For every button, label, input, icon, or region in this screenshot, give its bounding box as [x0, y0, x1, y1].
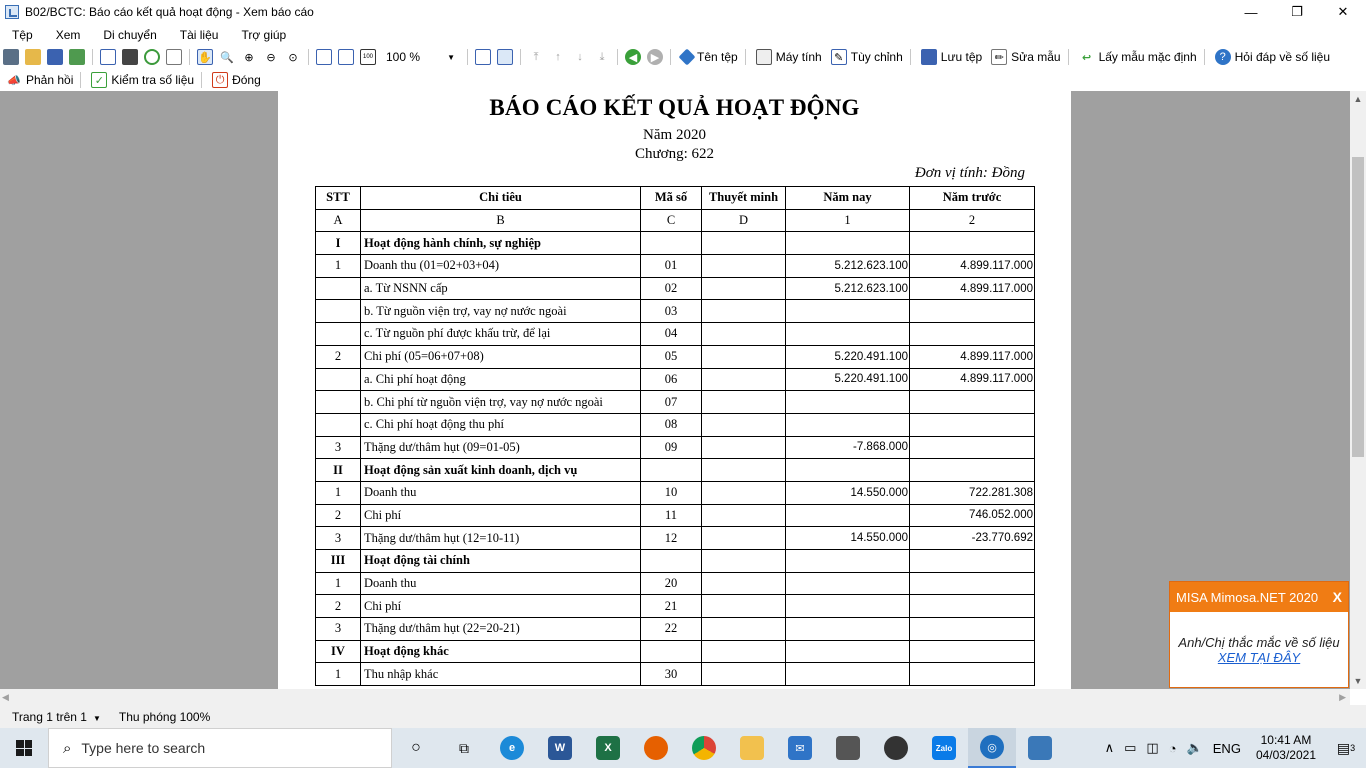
row-note [702, 436, 786, 459]
task-view-icon: ⧉ [459, 739, 469, 756]
chevron-down-icon: ▼ [447, 52, 455, 62]
report-title: BÁO CÁO KẾT QUẢ HOẠT ĐỘNG [489, 95, 860, 120]
row-code [641, 550, 702, 573]
row-stt: 2 [316, 595, 361, 618]
report-table [315, 186, 1035, 686]
menu-tai-lieu[interactable]: Tài liệu [179, 27, 219, 42]
minimize-button[interactable]: — [1244, 4, 1258, 20]
zoom-icon[interactable]: 🔍 [220, 51, 234, 64]
taskbar-chrome[interactable] [680, 728, 728, 768]
row-note [702, 481, 786, 504]
row-label: b. Từ nguồn viện trợ, vay nợ nước ngoài [361, 300, 641, 323]
subheader-c: C [641, 209, 702, 232]
zalo-icon: Zalo [932, 736, 956, 760]
row-previous-year [910, 232, 1035, 255]
row-label: c. Chi phí hoạt động thu phí [361, 413, 641, 436]
header-nam-nay: Năm nay [786, 187, 910, 210]
chevron-down-icon: ▼ [92, 713, 101, 723]
row-code: 03 [641, 300, 702, 323]
row-label: Thặng dư/thâm hụt (22=20-21) [361, 618, 641, 641]
row-label: a. Chi phí hoạt động [361, 368, 641, 391]
row-previous-year: 722.281.308 [910, 481, 1035, 504]
menu-bar [0, 24, 1366, 45]
page-indicator[interactable]: Trang 1 trên 1 ▼ [12, 709, 101, 724]
clock-date: 04/03/2021 [1255, 748, 1316, 762]
header-ma-so: Mã số [641, 187, 702, 210]
save-file-button[interactable]: Lưu tệp [918, 49, 982, 65]
row-label: Thặng dư/thâm hụt (09=01-05) [361, 436, 641, 459]
window-title: B02/BCTC: Báo cáo kết quả hoạt động - Xem báo cáo [25, 5, 314, 19]
header-thuyet-minh: Thuyết minh [702, 187, 786, 210]
zoom-in-icon[interactable]: ⊕ [244, 51, 254, 64]
row-stt [316, 368, 361, 391]
row-previous-year [910, 391, 1035, 414]
taskbar-misa[interactable] [968, 728, 1016, 768]
row-stt [316, 300, 361, 323]
row-label: Hoạt động hành chính, sự nghiệp [361, 232, 641, 255]
forward-icon[interactable]: ▶ [647, 49, 663, 65]
row-note [702, 391, 786, 414]
zoom-select[interactable] [383, 48, 459, 66]
report-page [278, 91, 1071, 689]
table-row [316, 277, 1035, 300]
row-current-year: -7.868.000 [786, 436, 910, 459]
row-code: 04 [641, 323, 702, 346]
secondary-toolbar [0, 69, 1366, 91]
zoom-value: 100 % [386, 50, 421, 64]
power-icon: ⏻ [212, 72, 228, 88]
row-code: 08 [641, 413, 702, 436]
back-icon[interactable]: ◀ [625, 49, 641, 65]
row-current-year: 5.220.491.100 [786, 345, 910, 368]
row-previous-year: -23.770.692 [910, 527, 1035, 550]
customize-button[interactable]: ✎ Tùy chỉnh [828, 49, 903, 65]
row-previous-year [910, 618, 1035, 641]
table-row [316, 323, 1035, 346]
row-code: 21 [641, 595, 702, 618]
row-stt: IV [316, 640, 361, 663]
timeline-button[interactable] [440, 728, 488, 768]
subheader-d: D [702, 209, 786, 232]
close-button[interactable]: ✕ [1337, 4, 1349, 19]
scroll-right-icon[interactable]: ▶ [1339, 692, 1346, 702]
table-row [316, 618, 1035, 641]
row-previous-year [910, 300, 1035, 323]
cortana-icon: ○ [411, 739, 421, 756]
table-row [316, 550, 1035, 573]
row-note [702, 527, 786, 550]
menu-tro-giup[interactable]: Trợ giúp [241, 27, 287, 42]
report-unit: Đơn vị tính: Đồng [914, 165, 1025, 181]
first-page-icon[interactable]: ⤒ [533, 50, 539, 63]
table-subheader-row [316, 209, 1035, 232]
table-row [316, 481, 1035, 504]
row-current-year [786, 413, 910, 436]
default-template-button[interactable]: ↩ Lấy mẫu mặc định [1076, 49, 1197, 65]
start-button[interactable] [0, 728, 48, 768]
print-icon[interactable] [3, 49, 19, 65]
row-label: Hoạt động sản xuất kinh doanh, dịch vụ [361, 459, 641, 482]
zoom-indicator: Thu phóng 100% [118, 709, 211, 724]
row-current-year [786, 504, 910, 527]
row-previous-year: 4.899.117.000 [910, 255, 1035, 278]
maximize-button[interactable]: ❐ [1291, 4, 1303, 19]
row-stt [316, 391, 361, 414]
main-toolbar [0, 45, 1366, 69]
scroll-down-icon[interactable]: ▼ [1353, 676, 1363, 686]
row-stt: 2 [316, 504, 361, 527]
hand-tool-icon[interactable]: ✋ [197, 49, 213, 65]
table-row [316, 663, 1035, 686]
volume-icon[interactable]: 🔈 [1186, 740, 1203, 755]
taskbar-calculator[interactable] [824, 728, 872, 768]
wifi-icon[interactable]: ◔ [1168, 740, 1177, 756]
media-player-icon [884, 736, 908, 760]
row-previous-year [910, 663, 1035, 686]
binoculars-icon[interactable] [122, 49, 138, 65]
row-current-year [786, 459, 910, 482]
row-note [702, 323, 786, 346]
taskbar-mail[interactable] [776, 728, 824, 768]
row-current-year: 5.212.623.100 [786, 255, 910, 278]
row-previous-year [910, 459, 1035, 482]
firefox-icon [644, 736, 668, 760]
row-note [702, 572, 786, 595]
system-tray [1100, 728, 1366, 768]
file-name-button[interactable]: Tên tệp [678, 50, 738, 64]
misa-icon: ◎ [980, 735, 1004, 759]
row-current-year: 14.550.000 [786, 481, 910, 504]
open-folder-icon[interactable] [25, 49, 41, 65]
row-previous-year: 746.052.000 [910, 504, 1035, 527]
popup-link[interactable]: XEM TẠI ĐÂY [1217, 650, 1301, 665]
customize-icon: ✎ [831, 49, 847, 65]
row-note [702, 345, 786, 368]
taskbar-media[interactable] [872, 728, 920, 768]
page-search-icon[interactable] [166, 49, 182, 65]
row-note [702, 459, 786, 482]
subheader-2: 2 [910, 209, 1035, 232]
mail-icon: ✉ [788, 736, 812, 760]
table-row [316, 572, 1035, 595]
edit-template-button[interactable]: ✏ Sửa mẫu [988, 49, 1060, 65]
row-previous-year [910, 572, 1035, 595]
row-label: Hoạt động khác [361, 640, 641, 663]
row-label: Doanh thu [361, 572, 641, 595]
checklist-icon: ✓ [91, 72, 107, 88]
row-note [702, 232, 786, 255]
row-current-year [786, 572, 910, 595]
row-stt: III [316, 550, 361, 573]
taskbar-excel[interactable] [584, 728, 632, 768]
taskbar-report-viewer[interactable] [1016, 728, 1064, 768]
row-previous-year [910, 550, 1035, 573]
row-label: Chi phí (05=06+07+08) [361, 345, 641, 368]
row-code: 09 [641, 436, 702, 459]
row-note [702, 550, 786, 573]
header-nam-truoc: Năm trước [910, 187, 1035, 210]
row-code: 06 [641, 368, 702, 391]
calculator-button[interactable]: Máy tính [753, 49, 822, 65]
row-code [641, 232, 702, 255]
row-note [702, 595, 786, 618]
task-view-button[interactable] [392, 728, 440, 768]
report-viewer-icon [1028, 736, 1052, 760]
faq-button[interactable]: ? Hỏi đáp về số liệu [1212, 49, 1330, 65]
row-label: Doanh thu [361, 481, 641, 504]
table-row [316, 640, 1035, 663]
edit-template-icon: ✏ [991, 49, 1007, 65]
calculator-icon [756, 49, 772, 65]
row-stt [316, 277, 361, 300]
row-note [702, 504, 786, 527]
search-placeholder: Type here to search [81, 740, 206, 756]
row-current-year: 5.212.623.100 [786, 277, 910, 300]
last-page-icon[interactable]: ⤓ [599, 50, 605, 63]
zoom-out-icon[interactable]: ⊖ [266, 51, 276, 64]
menu-tep[interactable]: Tệp [12, 27, 33, 42]
undo-arrow-icon: ↩ [1081, 51, 1092, 64]
subheader-b: B [361, 209, 641, 232]
row-previous-year [910, 413, 1035, 436]
row-stt [316, 323, 361, 346]
menu-di-chuyen[interactable]: Di chuyển [103, 27, 157, 42]
table-row [316, 413, 1035, 436]
taskbar-firefox[interactable] [632, 728, 680, 768]
row-code: 22 [641, 618, 702, 641]
row-code: 20 [641, 572, 702, 595]
windows-logo-icon [16, 740, 32, 756]
table-row [316, 504, 1035, 527]
edge-icon: e [500, 736, 524, 760]
megaphone-icon: 📣 [7, 74, 21, 87]
row-current-year: 5.220.491.100 [786, 368, 910, 391]
row-stt: I [316, 232, 361, 255]
multi-page-icon[interactable] [497, 49, 513, 65]
row-previous-year [910, 640, 1035, 663]
row-code: 12 [641, 527, 702, 550]
notification-icon: ▤ [1336, 739, 1351, 756]
row-code [641, 640, 702, 663]
row-stt [316, 413, 361, 436]
row-note [702, 413, 786, 436]
row-current-year [786, 618, 910, 641]
network-icon[interactable]: ◫ [1146, 740, 1159, 755]
row-stt: 3 [316, 527, 361, 550]
check-data-button[interactable]: ✓ Kiểm tra số liệu [88, 72, 194, 88]
table-row [316, 459, 1035, 482]
clock-time: 10:41 AM [1260, 733, 1312, 747]
row-current-year [786, 232, 910, 255]
chrome-icon [692, 736, 716, 760]
row-previous-year [910, 436, 1035, 459]
row-previous-year: 4.899.117.000 [910, 277, 1035, 300]
row-label: Thặng dư/thâm hụt (12=10-11) [361, 527, 641, 550]
popup-message: Anh/Chị thắc mắc về số liệu [1178, 635, 1340, 650]
row-note [702, 640, 786, 663]
row-current-year: 14.550.000 [786, 527, 910, 550]
row-previous-year: 4.899.117.000 [910, 345, 1035, 368]
row-stt: 1 [316, 255, 361, 278]
row-stt: II [316, 459, 361, 482]
row-current-year [786, 663, 910, 686]
row-current-year [786, 391, 910, 414]
taskbar-edge[interactable] [488, 728, 536, 768]
grid-view-icon[interactable] [100, 49, 116, 65]
table-row [316, 391, 1035, 414]
popup-header [1170, 582, 1348, 612]
row-current-year [786, 640, 910, 663]
taskbar-explorer[interactable] [728, 728, 776, 768]
row-label: b. Chi phí từ nguồn viện trợ, vay nợ nước ngoài [361, 391, 641, 414]
table-row [316, 368, 1035, 391]
table-row [316, 232, 1035, 255]
search-icon: ⌕ [63, 739, 72, 757]
row-code: 11 [641, 504, 702, 527]
word-icon: W [548, 736, 572, 760]
row-previous-year: 4.899.117.000 [910, 368, 1035, 391]
save-icon[interactable] [47, 49, 63, 65]
zoom-area-icon[interactable]: ⊙ [288, 51, 298, 64]
row-code: 10 [641, 481, 702, 504]
row-current-year [786, 550, 910, 573]
row-label: a. Từ NSNN cấp [361, 277, 641, 300]
next-page-icon[interactable]: ↓ [577, 51, 583, 63]
notifications-button[interactable] [1326, 728, 1366, 768]
support-popup [1169, 581, 1349, 688]
excel-icon: X [596, 736, 620, 760]
table-header-row [316, 187, 1035, 210]
popup-close-button[interactable]: X [1332, 589, 1342, 605]
fit-page-icon[interactable] [316, 49, 332, 65]
row-previous-year [910, 323, 1035, 346]
popup-title: MISA Mimosa.NET 2020 [1176, 589, 1319, 605]
subheader-1: 1 [786, 209, 910, 232]
row-stt: 2 [316, 345, 361, 368]
taskbar-search[interactable] [48, 728, 392, 768]
clock[interactable] [1256, 733, 1316, 763]
help-icon: ? [1215, 49, 1231, 65]
row-stt: 3 [316, 436, 361, 459]
actual-size-icon[interactable]: 100 [360, 49, 376, 65]
chevron-up-icon[interactable]: ∧ [1104, 740, 1115, 755]
table-row [316, 300, 1035, 323]
table-row [316, 255, 1035, 278]
row-label: Chi phí [361, 504, 641, 527]
refresh-icon[interactable] [144, 49, 160, 65]
row-note [702, 255, 786, 278]
report-year: Năm 2020 [643, 127, 706, 143]
battery-icon[interactable]: ▭ [1124, 740, 1137, 755]
row-current-year [786, 323, 910, 346]
menu-xem[interactable]: Xem [55, 27, 81, 42]
feedback-button[interactable]: 📣 Phản hồi [7, 73, 74, 87]
report-chapter: Chương: 622 [635, 146, 714, 162]
header-chi-tieu: Chỉ tiêu [361, 187, 641, 210]
header-stt: STT [316, 187, 361, 210]
language-indicator[interactable]: ENG [1212, 740, 1241, 756]
row-code: 01 [641, 255, 702, 278]
row-label: c. Từ nguồn phí được khấu trừ, để lại [361, 323, 641, 346]
row-previous-year [910, 595, 1035, 618]
scroll-up-icon[interactable]: ▲ [1353, 94, 1363, 104]
info-icon [679, 49, 696, 66]
horizontal-scrollbar[interactable] [0, 689, 1350, 705]
row-code: 02 [641, 277, 702, 300]
folder-icon [740, 736, 764, 760]
row-stt: 3 [316, 618, 361, 641]
row-note [702, 368, 786, 391]
status-bar [0, 705, 1366, 728]
row-note [702, 277, 786, 300]
row-code: 30 [641, 663, 702, 686]
row-stt: 1 [316, 572, 361, 595]
table-row [316, 345, 1035, 368]
single-page-icon[interactable] [475, 49, 491, 65]
row-current-year [786, 300, 910, 323]
row-stt: 1 [316, 663, 361, 686]
scroll-thumb[interactable] [1352, 157, 1364, 457]
row-stt: 1 [316, 481, 361, 504]
row-code: 05 [641, 345, 702, 368]
row-note [702, 300, 786, 323]
row-label: Hoạt động tài chính [361, 550, 641, 573]
calculator-icon [836, 736, 860, 760]
title-bar [0, 0, 1366, 24]
floppy-icon [921, 49, 937, 65]
prev-page-icon[interactable]: ↑ [555, 51, 561, 63]
row-current-year [786, 595, 910, 618]
row-label: Chi phí [361, 595, 641, 618]
export-icon[interactable] [69, 49, 85, 65]
report-viewer-icon [5, 5, 19, 19]
table-row [316, 436, 1035, 459]
row-code [641, 459, 702, 482]
windows-taskbar [0, 728, 1366, 768]
vertical-scrollbar[interactable] [1350, 91, 1366, 689]
scroll-left-icon[interactable]: ◀ [2, 692, 9, 702]
close-report-button[interactable]: ⏻ Đóng [209, 72, 261, 88]
row-note [702, 663, 786, 686]
table-row [316, 595, 1035, 618]
row-label: Doanh thu (01=02+03+04) [361, 255, 641, 278]
subheader-a: A [316, 209, 361, 232]
report-viewer[interactable] [0, 91, 1350, 689]
row-label: Thu nhập khác [361, 663, 641, 686]
fit-width-icon[interactable] [338, 49, 354, 65]
table-row [316, 527, 1035, 550]
notification-count: 3 [1350, 743, 1356, 753]
row-note [702, 618, 786, 641]
row-code: 07 [641, 391, 702, 414]
taskbar-zalo[interactable] [920, 728, 968, 768]
taskbar-word[interactable] [536, 728, 584, 768]
